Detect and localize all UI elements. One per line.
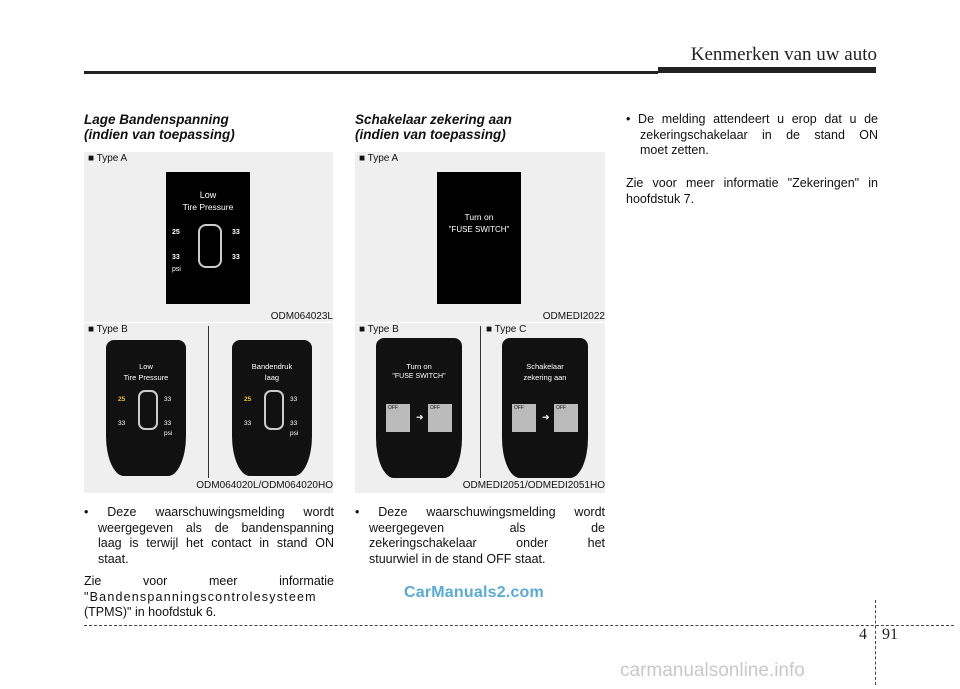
arrow-right-icon: ➜ [542, 412, 550, 422]
body-note [626, 176, 878, 207]
text-line: • De melding attendeert u erop dat u de [626, 112, 878, 126]
cluster-b1 [106, 340, 186, 476]
text-line: stuurwiel in de stand OFF staat. [369, 551, 546, 566]
screen-text: Bandendruk [251, 362, 293, 371]
watermark: CarManuals2.com [404, 584, 544, 601]
text-line: zekeringschakelaar in de stand ON [640, 127, 878, 142]
figure-code: ODMEDI2022 [542, 311, 605, 322]
arrow-right-icon: ➜ [416, 412, 424, 422]
screen-text: Tire Pressure [182, 202, 234, 212]
body-note [84, 574, 334, 621]
header-rule [84, 71, 658, 74]
footer-divider [875, 600, 876, 685]
text-line: • Deze waarschuwingsmelding wordt [84, 505, 334, 519]
text-line: • Deze waarschuwingsmelding wordt [355, 505, 605, 519]
heading-line: Schakelaar zekering aan [355, 112, 512, 127]
car-icon [198, 224, 222, 268]
screen-text: Tire Pressure [123, 373, 169, 382]
tire-value: 33 [244, 420, 252, 427]
type-b-label: ■ Type B [88, 324, 128, 335]
heading-line: Lage Bandenspanning [84, 112, 229, 127]
figure-code: ODM064020L/ODM064020HO [196, 480, 333, 491]
fuse-screen-a [437, 172, 521, 304]
screen-text: Schakelaar [526, 362, 564, 371]
tire-value: 33 [232, 254, 240, 261]
tire-value: 33 [290, 396, 298, 403]
screen-text: zekering aan [523, 373, 567, 382]
tire-value: 33 [118, 420, 126, 427]
switch-label: OFF [388, 405, 398, 411]
switch-label: OFF [514, 405, 524, 411]
tire-value: 25 [118, 396, 126, 403]
chapter-number: 4 [859, 626, 867, 643]
text-line: (TPMS)" in hoofdstuk 6. [84, 605, 217, 619]
unit-label: psi [172, 266, 181, 273]
text-line: moet zetten. [640, 143, 709, 157]
tire-value: 33 [232, 229, 240, 236]
screen-text: Turn on [406, 362, 432, 371]
tire-value: 33 [164, 396, 172, 403]
body-bullet [626, 112, 878, 159]
text-line: hoofdstuk 7. [626, 191, 695, 206]
fuse-switch-icon [554, 404, 578, 432]
fuse-switch-icon [428, 404, 452, 432]
text-line: weergegeven als de [369, 520, 605, 535]
fuse-switch-icon [386, 404, 410, 432]
text-line: laag is terwijl het contact in stand ON [98, 536, 334, 550]
screen-text: Low [199, 190, 217, 200]
text-line: Zie voor meer informatie "Zekeringen" in [626, 176, 878, 190]
screen-text: Low [139, 362, 153, 371]
body-bullet [355, 505, 605, 567]
type-c-label: ■ Type C [486, 324, 527, 335]
type-a-label: ■ Type A [359, 153, 399, 164]
text-line: weergegeven als de bandenspanning [98, 520, 334, 535]
text-line: staat. [98, 551, 129, 566]
screen-text: Turn on [464, 212, 494, 222]
cluster-b [376, 338, 462, 478]
header-rule-accent [658, 67, 876, 73]
cluster-c [502, 338, 588, 478]
unit-label: psi [290, 430, 299, 437]
section-heading-fuse-switch [355, 112, 605, 142]
screen-text: "FUSE SWITCH" [392, 373, 446, 380]
page-number: 91 [882, 626, 898, 643]
cluster-b2 [232, 340, 312, 476]
unit-label: psi [164, 430, 173, 437]
heading-line: (indien van toepassing) [84, 127, 235, 142]
tpms-screen-a [166, 172, 250, 304]
divider [208, 326, 209, 478]
chapter-title: Kenmerken van uw auto [690, 44, 877, 65]
tire-value: 33 [290, 420, 298, 427]
tire-value: 25 [172, 229, 180, 236]
screen-text: "FUSE SWITCH" [448, 225, 510, 234]
type-a-label: ■ Type A [88, 153, 128, 164]
heading-line: (indien van toepassing) [355, 127, 506, 142]
site-watermark: carmanualsonline.info [620, 660, 805, 681]
switch-label: OFF [556, 405, 566, 411]
body-bullet [84, 505, 334, 567]
screen-text: laag [264, 373, 280, 382]
tire-value: 33 [172, 254, 180, 261]
text-line: zekeringschakelaar onder het [369, 536, 605, 550]
tire-value: 33 [164, 420, 172, 427]
car-icon [138, 390, 158, 430]
footer-rule [84, 625, 954, 626]
fuse-switch-icon [512, 404, 536, 432]
divider [480, 326, 481, 478]
text-line: Zie voor meer informatie [84, 574, 334, 588]
switch-label: OFF [430, 405, 440, 411]
tire-value: 25 [244, 396, 252, 403]
section-heading-low-tire [84, 112, 334, 142]
car-icon [264, 390, 284, 430]
text-line: "Bandenspanningscontrolesysteem [84, 589, 317, 604]
type-b-label: ■ Type B [359, 324, 399, 335]
figure-code: ODMEDI2051/ODMEDI2051HO [462, 480, 605, 491]
figure-code: ODM064023L [270, 311, 333, 322]
